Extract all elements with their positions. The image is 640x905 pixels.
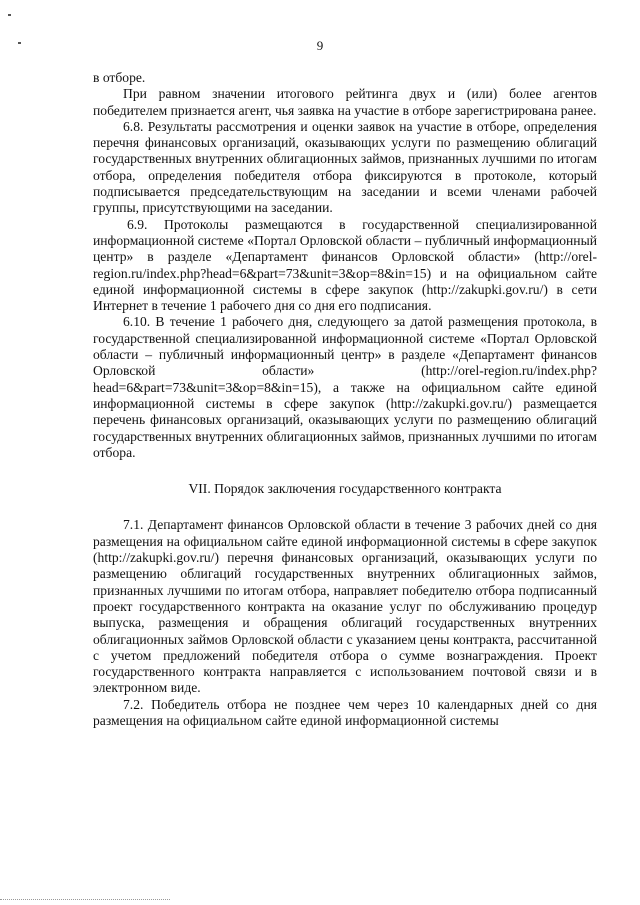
page-bottom-divider: [0, 899, 170, 900]
page-number: 9: [316, 38, 324, 53]
paragraph-7-2: 7.2. Победитель отбора не позднее чем через 10 календарных дней со дня размещения на официальном сайте единой информационной системы: [93, 696, 597, 728]
document-body: [93, 70, 597, 729]
paragraph-tie-rule: При равном значении итогового рейтинга двух и (или) более агентов победителем признается агент, чья заявка на участие в отборе зарегистрирована ранее.: [93, 86, 597, 118]
paragraph-6-10: 6.10. В течение 1 рабочего дня, следующего за датой размещения протокола, в государственной специализированной информационной системе «Портал Орловской области – публичный информационный центр» в разделе «Департамент финансов Орловской области» (http://orel-region.ru/index.php?head=6&part=73&unit=3&op=8&in=15), а также на официальном сайте единой информационной системы в сфере закупок (http://zakupki.gov.ru/) размещается перечень финансовых организаций, оказывающих услуги по размещению облигаций государственных внутренних облигационных займов, признанных лучшими по итогам отбора.: [93, 314, 597, 460]
paragraph-continuation: в отборе.: [93, 70, 146, 85]
section-heading: VII. Порядок заключения государственного контракта: [188, 481, 502, 497]
paragraph-6-9: 6.9. Протоколы размещаются в государственной специализированной информационной системе «Портал Орловской области – публичный информационный центр» в разделе «Департамент финансов Орловской области» (http://orel-region.ru/index.php?head=6&part=73&unit=3&op=8&in=15) и на официальном сайте единой информационной системы в сфере закупок (http://zakupki.gov.ru/) в сети Интернет в течение 1 рабочего дня со дня его подписания.: [93, 216, 597, 314]
scan-mark-top: [8, 14, 11, 16]
paragraph-6-8: 6.8. Результаты рассмотрения и оценки заявок на участие в отборе, определения перечня финансовых организаций, оказывающих услуги по размещению облигаций государственных внутренних облигационных займов, признанных лучшими по итогам отбора, определения победителя отбора фиксируются в протоколе, который подписывается председательствующим на заседании и всеми членами рабочей группы, присутствующими на заседании.: [93, 118, 597, 216]
paragraph-7-1: 7.1. Департамент финансов Орловской области в течение 3 рабочих дней со дня размещения на официальном сайте единой информационной системы в сфере закупок (http://zakupki.gov.ru/) перечня финансовых организаций, оказывающих услуги по размещению облигаций государственных внутренних облигационных займов, признанных лучшими по итогам отбора, направляет победителю отбора подписанный проект государственного контракта на оказание услуг по обслуживанию процедур выпуска, размещения и обращения облигаций государственных внутренних облигационных займов Орловской области с указанием цены контракта, рассчитанной с учетом предложений победителя отбора о сумме вознаграждения. Проект государственного контракта направляется с использованием почтовой связи и в электронном виде.: [93, 517, 597, 696]
